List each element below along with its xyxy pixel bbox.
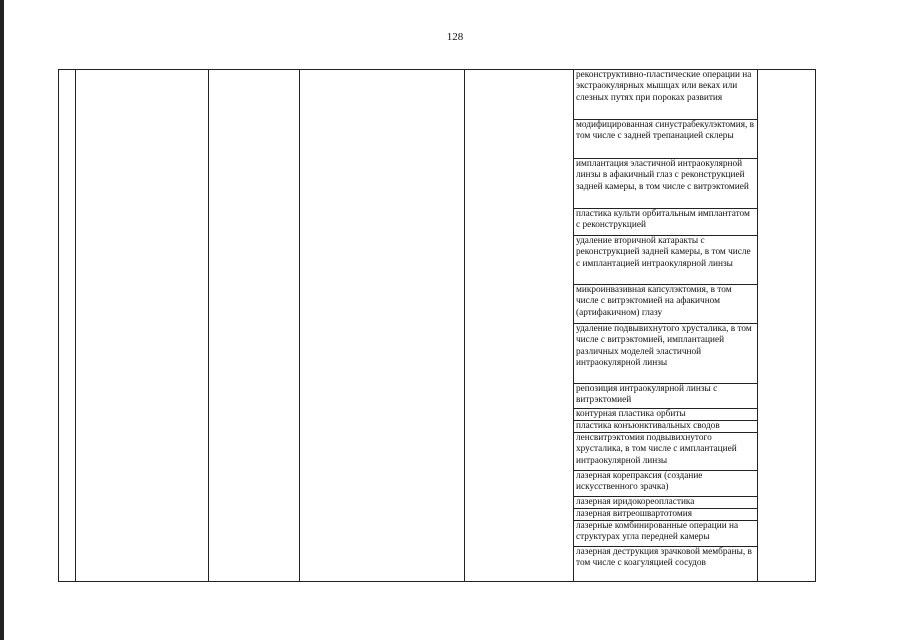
procedure-cell: лазерные комбинированные операции на структурах угла передней камеры <box>573 521 757 547</box>
column-divider <box>75 70 76 581</box>
procedure-cell: лазерная корепраксия (создание искусственного зрачка) <box>573 471 757 497</box>
procedure-cell: модифицированная синустрабекулэктомия, в том числе с задней трепанацией склеры <box>573 120 757 159</box>
column-divider <box>757 70 758 581</box>
procedure-cell: лазерная иридокореопластика <box>573 497 757 509</box>
column-divider <box>464 70 465 581</box>
column-divider <box>299 70 300 581</box>
procedure-cell: микроинвазивная капсулэктомия, в том числе с витрэктомией на афакичном (артифакичном) глазу <box>573 285 757 324</box>
procedure-cell: лазерная витреошвартотомия <box>573 509 757 521</box>
procedure-cell: удаление вторичной катаракты с реконструкцией задней камеры, в том числе с имплантацией интраокулярной линзы <box>573 236 757 285</box>
procedure-cell: пластика конъюнктивальных сводов <box>573 421 757 433</box>
procedure-cell: ленсвитрэктомия подвывихнутого хрусталика, в том числе с имплантацией интраокулярной линзы <box>573 433 757 471</box>
procedure-cell: реконструктивно-пластические операции на экстраокулярных мышцах или веках или слезных путях при пороках развития <box>573 70 757 120</box>
procedure-cell: репозиция интраокулярной линзы с витрэктомией <box>573 384 757 409</box>
procedure-cell: удаление подвывихнутого хрусталика, в том числе с витрэктомией, имплантацией различных моделей эластичной интраокулярной линзы <box>573 324 757 384</box>
procedure-cell: пластика культи орбитальным имплантатом с реконструкцией <box>573 209 757 236</box>
procedure-cell: лазерная деструкция зрачковой мембраны, в том числе с коагуляцией сосудов <box>576 547 752 569</box>
procedure-cell: контурная пластика орбиты <box>573 409 757 421</box>
column-divider <box>208 70 209 581</box>
procedure-list <box>573 70 757 581</box>
page-number: 128 <box>446 31 464 43</box>
procedures-table <box>58 69 816 582</box>
procedure-cell: имплантация эластичной интраокулярной линзы в афакичный глаз с реконструкцией задней камеры, в том числе с витрэктомией <box>573 159 757 209</box>
page-left-edge <box>0 0 4 640</box>
